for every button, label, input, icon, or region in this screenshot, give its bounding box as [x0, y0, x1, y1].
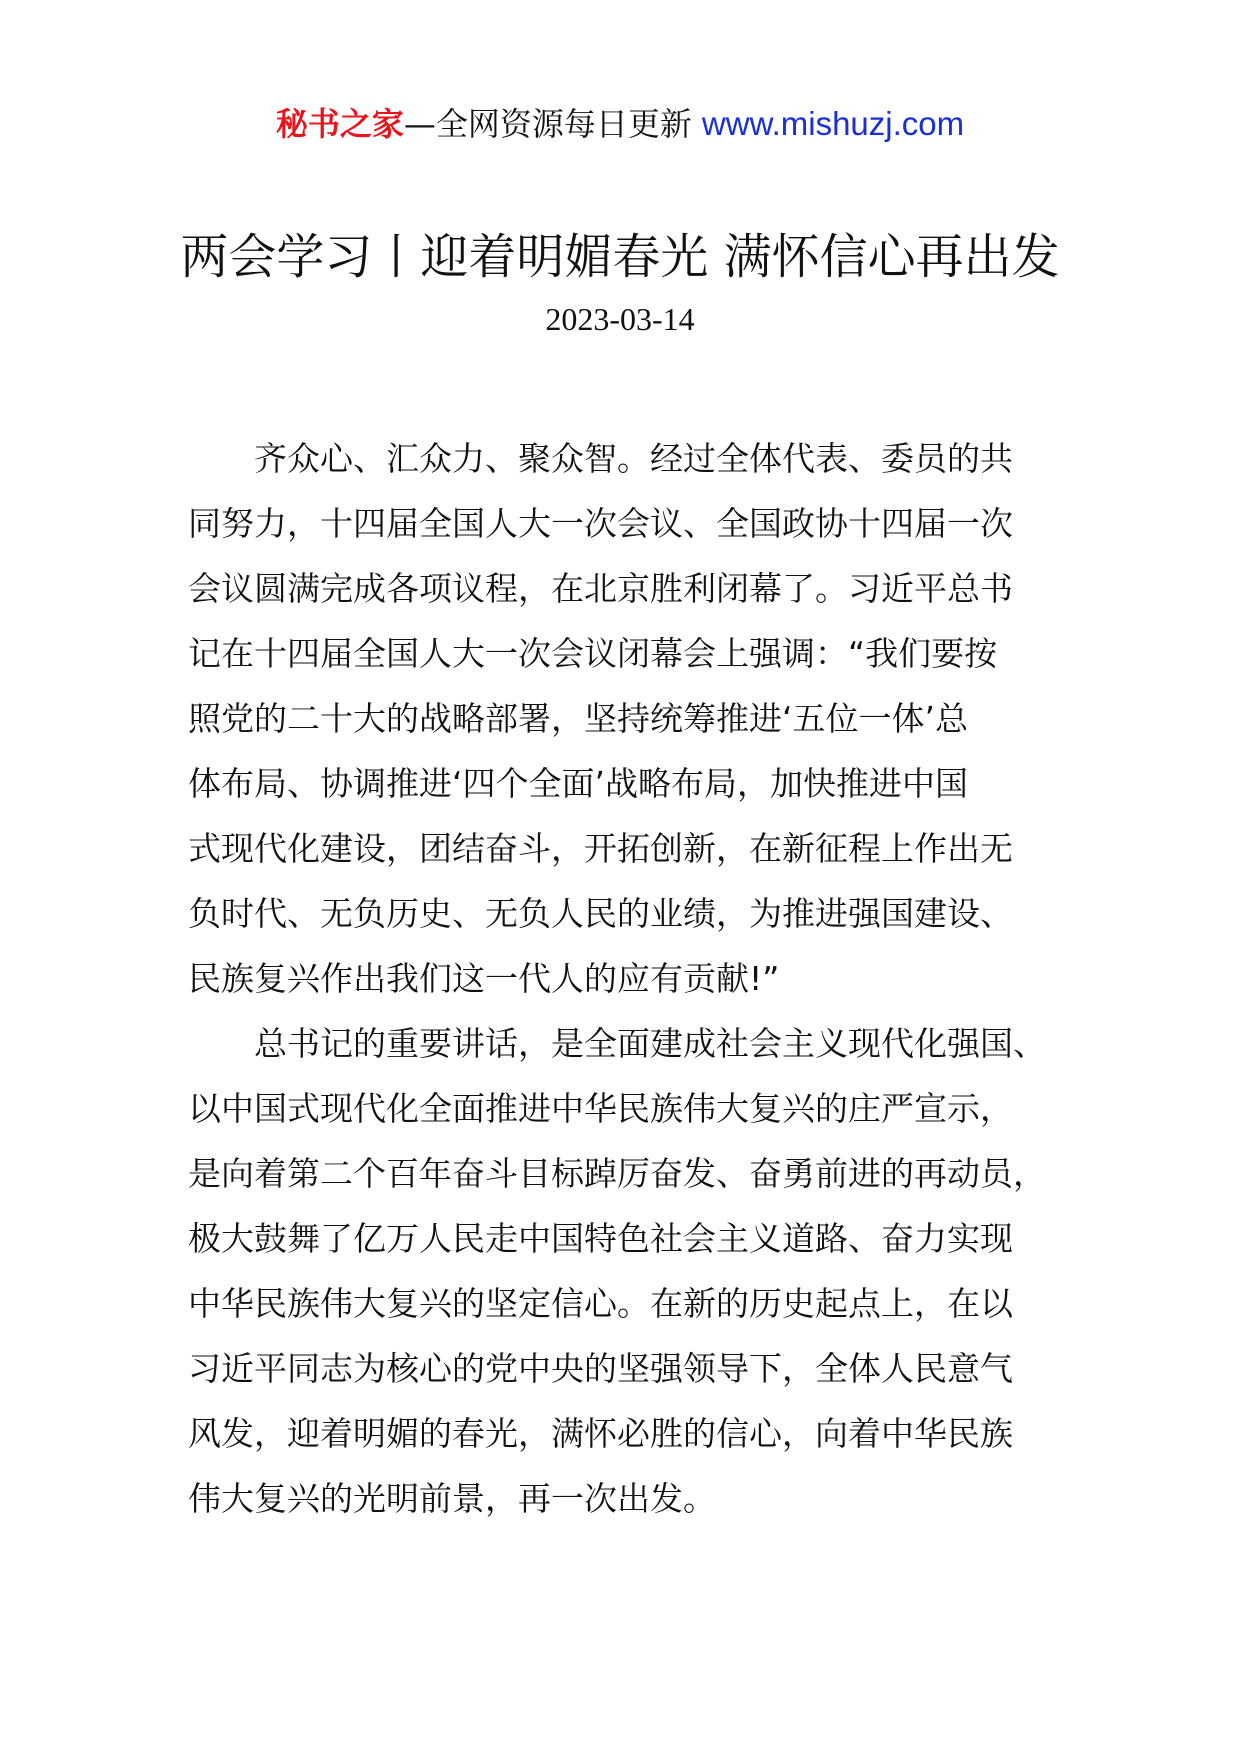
paragraph-2 [188, 1011, 1060, 1531]
paragraph-line: 照党的二十大的战略部署，坚持统筹推进‘五位一体’总 [188, 699, 968, 738]
article-body [188, 426, 1060, 1531]
paragraph-line: 是向着第二个百年奋斗目标踔厉奋发、奋勇前进的再动员， [188, 1154, 1046, 1193]
paragraph-line: 体布局、协调推进‘四个全面’战略布局，加快推进中国 [188, 764, 968, 803]
paragraph-line: 总书记的重要讲话，是全面建成社会主义现代化强国、 [254, 1024, 1046, 1063]
paragraph-line: 中华民族伟大复兴的坚定信心。在新的历史起点上，在以 [188, 1284, 1013, 1323]
brand-name: 秘书之家 [275, 105, 404, 143]
paragraph-line: 伟大复兴的光明前景，再一次出发。 [188, 1479, 716, 1518]
paragraph-line: 民族复兴作出我们这一代人的应有贡献!” [188, 959, 780, 998]
paragraph-line: 会议圆满完成各项议程，在北京胜利闭幕了。习近平总书 [188, 569, 1013, 608]
paragraph-line: 式现代化建设，团结奋斗，开拓创新，在新征程上作出无 [188, 829, 1013, 868]
paragraph-line: 极大鼓舞了亿万人民走中国特色社会主义道路、奋力实现 [188, 1219, 1013, 1258]
article-date: 2023-03-14 [545, 301, 695, 337]
paragraph-line: 同努力，十四届全国人大一次会议、全国政协十四届一次 [188, 504, 1013, 543]
article-title: 两会学习丨迎着明媚春光 满怀信心再出发 [180, 229, 1060, 285]
paragraph-line: 负时代、无负历史、无负人民的业绩，为推进强国建设、 [188, 894, 1013, 933]
paragraph-1 [188, 426, 1060, 1011]
paragraph-line: 齐众心、汇众力、聚众智。经过全体代表、委员的共 [254, 439, 1013, 478]
paragraph-line: 习近平同志为核心的党中央的坚强领导下，全体人民意气 [188, 1349, 1013, 1388]
paragraph-line: 风发，迎着明媚的春光，满怀必胜的信心，向着中华民族 [188, 1414, 1013, 1453]
site-banner [0, 100, 1240, 148]
paragraph-line: 以中国式现代化全面推进中华民族伟大复兴的庄严宣示， [188, 1089, 1013, 1128]
site-url-link[interactable]: www.mishuzj.com [701, 105, 965, 142]
banner-tagline: —全网资源每日更新 [403, 105, 692, 143]
paragraph-line: 记在十四届全国人大一次会议闭幕会上强调：“我们要按 [188, 634, 998, 673]
